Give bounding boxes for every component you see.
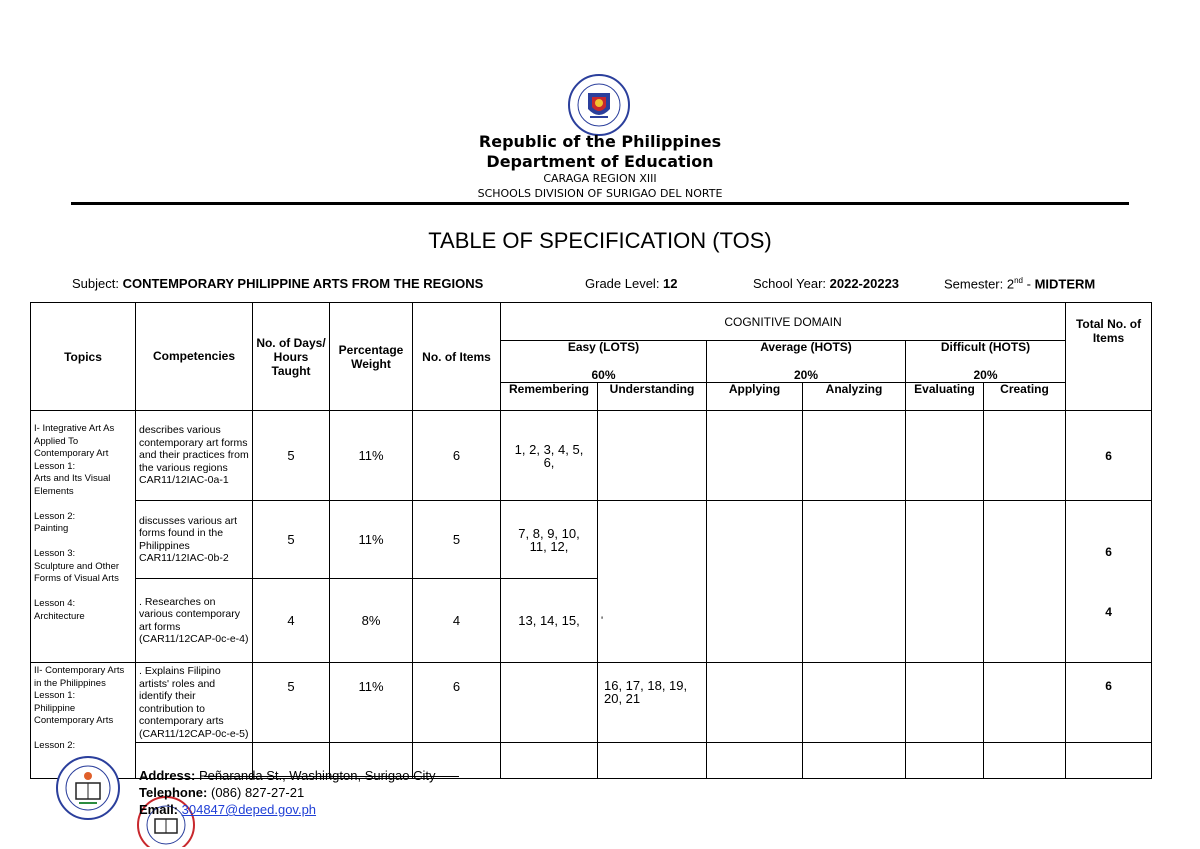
days-cell: 4 (253, 579, 330, 663)
remembering-cell (501, 743, 598, 779)
header-region: CARAGA REGION XIII (543, 172, 657, 185)
understanding-mark: ' (601, 614, 604, 627)
total-row-3: 4 (1105, 605, 1112, 619)
remembering-cell (501, 663, 598, 743)
days-cell: 5 (253, 411, 330, 501)
competency-cell: describes various contemporary art forms and their practices from the various regions CAR11/12IAC-0a-1 (136, 411, 253, 501)
header-difficult (906, 341, 1066, 383)
header-analyzing: Analyzing (803, 383, 906, 411)
topics-block-1: I- Integrative Art As Applied To Contemporary Art Lesson 1: Arts and Its Visual Elements Lesson 2: Painting Lesson 3: Sculpture and Other Forms of Visual Arts Lesson 4: Architecture (31, 411, 136, 663)
evaluating-cell (906, 501, 984, 663)
average-label: Average (HOTS) (760, 340, 852, 354)
days-cell: 5 (253, 663, 330, 743)
weight-cell: 11% (330, 663, 413, 743)
creating-cell (984, 501, 1066, 663)
school-seal-logo (55, 755, 121, 821)
semester-field: Semester: 2nd - MIDTERM (944, 276, 1096, 292)
items-cell: 5 (413, 501, 501, 579)
items-cell: 6 (413, 663, 501, 743)
understanding-cell (598, 501, 707, 663)
grade-level-field: Grade Level: 12 (585, 276, 678, 291)
header-cognitive-domain: COGNITIVE DOMAIN (501, 303, 1066, 341)
competency-text: . Researches on various contemporary art forms (CAR11/12CAP-0c-e-4) (139, 595, 249, 645)
easy-percent: 60% (591, 368, 616, 382)
understanding-cell: 16, 17, 18, 19, 20, 21 (598, 663, 707, 743)
header-total: Total No. of Items (1066, 303, 1152, 411)
evaluating-cell (906, 663, 984, 743)
header-divider (71, 202, 1129, 205)
email-link[interactable]: 304847@deped.gov.ph (181, 802, 317, 817)
header-applying: Applying (707, 383, 803, 411)
header-average (707, 341, 906, 383)
footer-address: Address: Peñaranda St., Washington, Surigao City (139, 768, 436, 783)
header-creating: Creating (984, 383, 1066, 411)
tos-table (30, 302, 1152, 779)
analyzing-cell (803, 501, 906, 663)
remembering-cell: 7, 8, 9, 10, 11, 12, (501, 501, 598, 579)
creating-cell (984, 743, 1066, 779)
applying-cell (707, 743, 803, 779)
creating-cell (984, 663, 1066, 743)
understanding-cell (598, 743, 707, 779)
total-cell: 6 (1066, 663, 1152, 743)
understanding-cell (598, 411, 707, 501)
weight-cell: 11% (330, 501, 413, 579)
creating-cell (984, 411, 1066, 501)
analyzing-cell (803, 743, 906, 779)
table-row (31, 663, 1152, 743)
header-days: No. of Days/ Hours Taught (253, 303, 330, 411)
weight-cell: 8% (330, 579, 413, 663)
competency-cell: discusses various art forms found in the Philippines CAR11/12IAC-0b-2 (136, 501, 253, 579)
table-row (31, 501, 1152, 579)
total-cell (1066, 743, 1152, 779)
easy-label: Easy (LOTS) (567, 340, 640, 354)
header-understanding: Understanding (598, 383, 707, 411)
items-cell: 6 (413, 411, 501, 501)
header-remembering: Remembering (501, 383, 598, 411)
topics-block-2: II- Contemporary Arts in the Philippines Lesson 1: Philippine Contemporary Arts Lesson 2: (31, 663, 136, 779)
items-cell: 4 (413, 579, 501, 663)
header-topics: Topics (31, 303, 136, 411)
days-cell: 5 (253, 501, 330, 579)
total-cell (1066, 501, 1152, 663)
page-title: TABLE OF SPECIFICATION (TOS) (428, 228, 772, 253)
evaluating-cell (906, 743, 984, 779)
difficult-percent: 20% (973, 368, 998, 382)
header-division: SCHOOLS DIVISION OF SURIGAO DEL NORTE (477, 187, 723, 200)
remembering-cell: 13, 14, 15, (501, 579, 598, 663)
subject-field: Subject: CONTEMPORARY PHILIPPINE ARTS FROM THE REGIONS (72, 276, 484, 291)
header-department: Department of Education (486, 152, 714, 171)
header-evaluating: Evaluating (906, 383, 984, 411)
remembering-cell: 1, 2, 3, 4, 5, 6, (501, 411, 598, 501)
footer-email: Email: 304847@deped.gov.ph (139, 802, 317, 817)
school-year-field: School Year: 2022-20223 (753, 276, 900, 291)
header-weight: Percentage Weight (330, 303, 413, 411)
deped-seal-logo (566, 73, 632, 137)
competency-cell (136, 579, 253, 663)
analyzing-cell (803, 663, 906, 743)
total-row-2: 6 (1105, 545, 1112, 559)
header-items: No. of Items (413, 303, 501, 411)
footer-telephone: Telephone: (086) 827-27-21 (139, 785, 305, 800)
weight-cell: 11% (330, 411, 413, 501)
header-republic: Republic of the Philippines (478, 132, 722, 151)
difficult-label: Difficult (HOTS) (940, 340, 1031, 354)
applying-cell (707, 411, 803, 501)
average-percent: 20% (793, 368, 819, 382)
analyzing-cell (803, 411, 906, 501)
applying-cell (707, 663, 803, 743)
table-row (31, 411, 1152, 501)
header-competencies: Competencies (136, 303, 253, 411)
evaluating-cell (906, 411, 984, 501)
competency-cell: . Explains Filipino artists' roles and identify their contribution to contemporary arts (CAR11/12CAP-0c-e-5) (136, 663, 253, 743)
header-easy (501, 341, 707, 383)
applying-cell (707, 501, 803, 663)
total-cell: 6 (1066, 411, 1152, 501)
